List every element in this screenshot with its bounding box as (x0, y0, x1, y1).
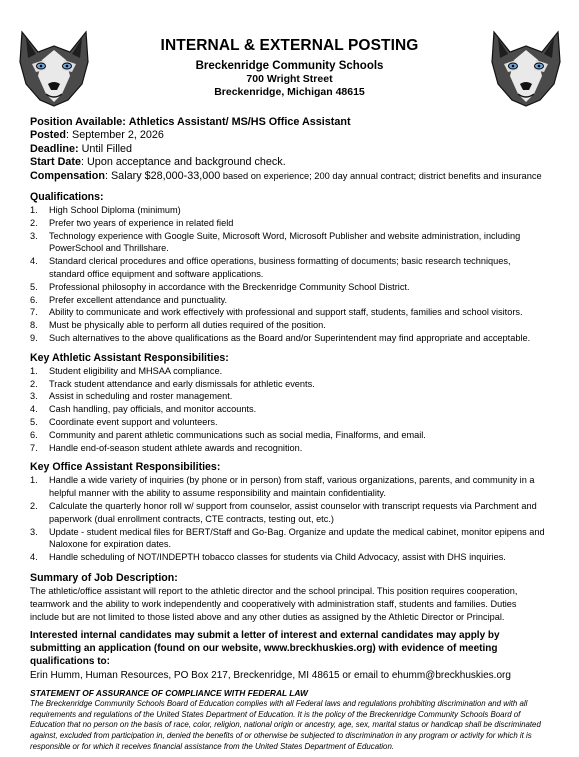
item-number: 9. (30, 333, 38, 343)
item-number: 6. (30, 294, 38, 305)
list-item (30, 416, 546, 429)
item-text: Must be physically able to perform all duties required of the position. (49, 320, 326, 331)
address-city: Breckenridge, Michigan 48615 (214, 86, 365, 98)
contact-info: Erin Humm, Human Resources, PO Box 217, Breckenridge, MI 48615 or email to ehumm@breckhuskies.org (30, 669, 511, 681)
item-text: Handle scheduling of NOT/INDEPTH tobacco classes for students via Child Advocacy, assist with DHS inquiries. (49, 552, 506, 563)
qualifications-list (30, 204, 546, 345)
list-item (30, 294, 546, 307)
list-item (30, 378, 546, 391)
item-text: Student eligibility and MHSAA compliance. (49, 365, 223, 376)
posting-body (30, 116, 546, 753)
posted-field (30, 129, 546, 142)
list-item (30, 281, 546, 294)
list-item (30, 230, 546, 256)
organization-name: Breckenridge Community Schools (195, 60, 384, 72)
item-number: 5. (30, 281, 38, 292)
qualifications-title: Qualifications: (30, 191, 104, 204)
husky-logo-right (486, 28, 566, 108)
item-text: Handle a wide variety of inquiries (by phone or in person) from staff, various organizations, parents, and community in a helpful manner with the ability to assume responsibility and maintain confidentiality. (49, 475, 535, 499)
item-number: 3. (30, 230, 38, 241)
posted-value: : September 2, 2026 (66, 129, 164, 142)
item-number: 7. (30, 307, 38, 318)
page-title: INTERNAL & EXTERNAL POSTING (160, 37, 419, 54)
start-date-label: Start Date (30, 156, 82, 169)
position-value: Athletics Assistant/ MS/HS Office Assistant (128, 116, 351, 128)
start-date-value: : Upon acceptance and background check. (81, 156, 286, 169)
compliance-text: The Breckenridge Community Schools Board of Education complies with all Federal laws and regulations prohibiting discrimination and with all requirements and regulations of the United States Department of Education. It is the policy of the Breckenridge Community Schools Board of Education that no person on the basis of race, color, religion, national origin or ancestry, age, sex, marital status or handicap shall be discriminated against, excluded from participation in, denied the benefits of or otherwise be subjected to discrimination in any program or activity for which it is responsible or for which it receives financial assistance from the United States Department of Education. (30, 698, 541, 751)
list-item (30, 365, 546, 378)
posting-header (100, 37, 479, 99)
husky-head-icon (20, 32, 88, 106)
apply-instructions: Interested internal candidates may submit a letter of interest and external candidates may apply by submitting an application (found on our website, www.breckhuskies.org) with evidence of meeting qualifications to: (30, 630, 500, 667)
office-responsibilities-list (30, 474, 546, 564)
item-text: Professional philosophy in accordance with the Breckenridge Community School District. (49, 281, 410, 292)
item-number: 4. (30, 404, 38, 415)
husky-logo-left (14, 28, 94, 108)
item-text: Prefer excellent attendance and punctuality. (49, 294, 228, 305)
item-text: High School Diploma (minimum) (49, 205, 181, 216)
list-item (30, 429, 546, 442)
item-text: Standard clerical procedures and office operations, business formatting of documents; basic research techniques, standard office equipment and software applications. (49, 256, 511, 280)
item-text: Technology experience with Google Suite, Microsoft Word, Microsoft Publisher and website administration, including PowerSchool and Thrillshare. (49, 230, 521, 254)
list-item (30, 255, 546, 281)
athletic-responsibilities-title: Key Athletic Assistant Responsibilities: (30, 351, 229, 364)
deadline-label: Deadline: (30, 142, 79, 155)
item-text: Community and parent athletic communications such as social media, Finalforms, and email. (49, 429, 426, 440)
office-responsibilities-title: Key Office Assistant Responsibilities: (30, 461, 221, 474)
list-item (30, 319, 546, 332)
item-text: Calculate the quarterly honor roll w/ support from counselor, assist counselor with transcript requests via Parchment and paperwork (dual enrollment contracts, CTE contracts, testing out, etc.) (49, 500, 537, 524)
item-number: 3. (30, 526, 38, 537)
item-number: 5. (30, 416, 38, 427)
husky-head-icon (492, 32, 560, 106)
compensation-value: : Salary $28,000-33,000 (104, 169, 221, 182)
list-item (30, 474, 546, 500)
list-item (30, 526, 546, 552)
list-item (30, 390, 546, 403)
item-text: Assist in scheduling and roster management. (49, 391, 233, 402)
list-item (30, 217, 546, 230)
address-street: 700 Wright Street (246, 73, 333, 85)
posted-label: Posted (30, 129, 66, 142)
deadline-field (30, 143, 546, 156)
item-number: 8. (30, 320, 38, 331)
list-item (30, 500, 546, 526)
item-text: Such alternatives to the above qualifications as the Board and/or Superintendent may find appropriate and acceptable. (49, 333, 531, 343)
item-number: 6. (30, 429, 38, 440)
item-number: 1. (30, 205, 38, 216)
item-number: 2. (30, 378, 38, 389)
item-number: 4. (30, 256, 38, 267)
compliance-title: STATEMENT OF ASSURANCE OF COMPLIANCE WITH FEDERAL LAW (30, 687, 308, 698)
item-number: 7. (30, 442, 38, 453)
list-item (30, 204, 546, 217)
list-item (30, 332, 546, 345)
item-number: 1. (30, 365, 38, 376)
compensation-note: based on experience; 200 day annual contract; district benefits and insurance (220, 170, 542, 181)
item-text: Prefer two years of experience in related field (49, 217, 234, 228)
position-field (30, 116, 546, 129)
compensation-label: Compensation (30, 169, 105, 182)
item-text: Track student attendance and early dismissals for athletic events. (49, 378, 315, 389)
summary-text: The athletic/office assistant will report to the athletic director and the school principal. This position requires cooperation, teamwork and the ability to work independently and cooperatively with administration staff, students and families. Duties include but are not limited to those listed above and any other duties as assigned by the Athletic Director or Principal. (30, 585, 518, 622)
item-text: Handle end-of-season student athlete awards and recognition. (49, 442, 303, 453)
item-number: 2. (30, 500, 38, 511)
item-number: 1. (30, 475, 38, 486)
item-text: Ability to communicate and work effectively with professional and support staff, students, families and school visitors. (49, 307, 523, 318)
start-date-field (30, 156, 546, 169)
item-number: 4. (30, 552, 38, 563)
item-number: 3. (30, 391, 38, 402)
athletic-responsibilities-list (30, 365, 546, 455)
deadline-value: Until Filled (81, 142, 133, 155)
list-item (30, 403, 546, 416)
compensation-field (30, 170, 546, 183)
position-label: Position Available: (30, 116, 126, 128)
item-text: Cash handling, pay officials, and monitor accounts. (49, 404, 257, 415)
item-number: 2. (30, 217, 38, 228)
item-text: Update - student medical files for BERT/Staff and Go-Bag. Organize and update the medical cabinet, monitor epipens and Naloxone for expiration dates. (49, 526, 545, 550)
item-text: Coordinate event support and volunteers. (49, 416, 218, 427)
list-item (30, 551, 546, 564)
list-item (30, 306, 546, 319)
summary-title: Summary of Job Description: (30, 571, 178, 584)
list-item (30, 442, 546, 455)
